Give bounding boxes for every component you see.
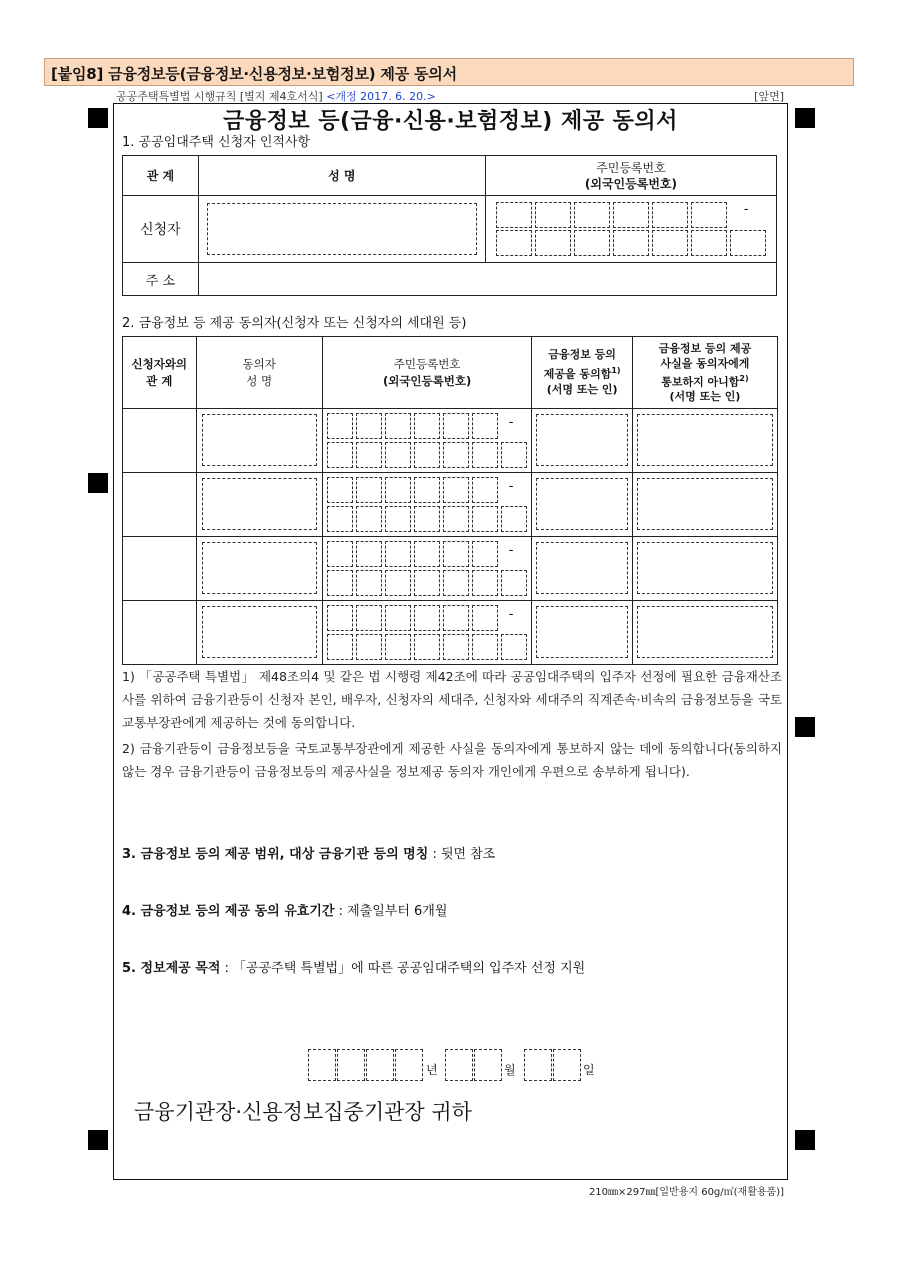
- section3-label: 3. 금융정보 등의 제공 범위, 대상 금융기관 등의 명칭: [122, 847, 429, 862]
- law-reference: 공공주택특별법 시행규칙 [별지 제4호서식]: [116, 90, 323, 103]
- registration-mark: [88, 473, 108, 493]
- id-digit-box[interactable]: [356, 477, 382, 503]
- id-digit-box[interactable]: [730, 230, 766, 256]
- id-digit-box[interactable]: [613, 230, 649, 256]
- id-digit-box[interactable]: [443, 477, 469, 503]
- year-digit-box[interactable]: [395, 1049, 423, 1081]
- section5-label: 5. 정보제공 목적: [122, 961, 221, 976]
- id-digit-box[interactable]: [356, 541, 382, 567]
- id-digit-box[interactable]: [385, 605, 411, 631]
- consent-signature-field[interactable]: [536, 542, 628, 594]
- attachment-title: [붙임8] 금융정보등(금융정보·신용정보·보험정보) 제공 동의서: [51, 65, 457, 83]
- id-digit-box[interactable]: [414, 605, 440, 631]
- footnote-1: 1) 「공공주택 특별법」 제48조의4 및 같은 법 시행령 제42조에 따라 공공임대주택의 입주자 선정에 필요한 금융재산조사를 위하여 금융기관등이 신청자 본인, 배우자, 신청자의 세대주, 신청자와 세대주의 직계존속·비속의 금융정보등을 국토교통부장관에게 제공하는 것에 동의합니다.: [122, 669, 782, 730]
- id-digit-box[interactable]: [472, 541, 498, 567]
- id-digit-box[interactable]: [443, 506, 469, 532]
- id-digit-box[interactable]: [443, 570, 469, 596]
- no-notice-signature-field[interactable]: [637, 542, 773, 594]
- year-digit-box[interactable]: [366, 1049, 394, 1081]
- consenter-row: [123, 601, 778, 665]
- no-notice-signature-field[interactable]: [637, 414, 773, 466]
- id-digit-box[interactable]: [472, 570, 498, 596]
- id-digit-box[interactable]: [443, 413, 469, 439]
- section4: [122, 900, 447, 919]
- col-notify-line1: 금융정보 등의 제공: [658, 341, 752, 355]
- id-digit-box[interactable]: [414, 506, 440, 532]
- col-id-sub: (외국인등록번호): [382, 373, 472, 388]
- id-digit-box[interactable]: [472, 442, 498, 468]
- row-applicant-label: 신청자: [140, 222, 181, 238]
- id-digit-box[interactable]: [472, 413, 498, 439]
- id-digit-box[interactable]: [443, 634, 469, 660]
- col-id: 주민등록번호: [393, 356, 461, 371]
- id-digit-box[interactable]: [535, 230, 571, 256]
- id-digit-box[interactable]: [356, 442, 382, 468]
- id-digit-box[interactable]: [385, 570, 411, 596]
- id-dash: -: [508, 415, 514, 430]
- section3-value: : 뒷면 참조: [432, 847, 496, 862]
- no-notice-signature-field[interactable]: [637, 478, 773, 530]
- footnote-ref-1: 1): [611, 365, 621, 375]
- consenter-row: [123, 409, 778, 473]
- id-digit-box[interactable]: [414, 413, 440, 439]
- id-digit-box[interactable]: [385, 541, 411, 567]
- consenter-table: [122, 336, 778, 665]
- section5: [122, 957, 585, 976]
- id-dash: -: [508, 543, 514, 558]
- row-address-label: 주 소: [145, 273, 176, 289]
- month-digit-box[interactable]: [474, 1049, 502, 1081]
- relation-field[interactable]: [123, 537, 197, 601]
- col-consent-line1: 금융정보 등의: [548, 347, 616, 361]
- id-digit-box[interactable]: [501, 506, 527, 532]
- id-digit-box[interactable]: [652, 202, 688, 228]
- registration-mark: [795, 717, 815, 737]
- id-digit-box[interactable]: [472, 477, 498, 503]
- id-digit-box[interactable]: [356, 506, 382, 532]
- month-digit-box[interactable]: [445, 1049, 473, 1081]
- col-notify-line2: 사실을 동의자에게: [660, 356, 750, 370]
- id-digit-box[interactable]: [414, 570, 440, 596]
- id-digit-box[interactable]: [501, 634, 527, 660]
- col-relation: 관 계: [146, 169, 175, 183]
- col-notify-line3: 통보하지 아니함: [661, 375, 740, 389]
- col-relation-line1: 신청자와의: [131, 356, 188, 371]
- no-notice-signature-field[interactable]: [637, 606, 773, 658]
- section3: [122, 843, 495, 862]
- paper-spec: 210㎜×297㎜[일반용지 60g/㎡(재활용품)]: [588, 1187, 784, 1198]
- relation-field[interactable]: [123, 409, 197, 473]
- col-id-sub: (외국인등록번호): [584, 176, 677, 191]
- id-digit-box[interactable]: [356, 605, 382, 631]
- id-digit-box[interactable]: [327, 477, 353, 503]
- id-digit-box[interactable]: [472, 634, 498, 660]
- year-digit-box[interactable]: [337, 1049, 365, 1081]
- consenter-id-field[interactable]: [323, 409, 532, 472]
- id-digit-box[interactable]: [652, 230, 688, 256]
- id-digit-box[interactable]: [414, 541, 440, 567]
- consenter-name-field[interactable]: [202, 606, 317, 658]
- id-digit-box[interactable]: [385, 506, 411, 532]
- consenter-name-field[interactable]: [202, 414, 317, 466]
- col-name: 성 명: [328, 169, 356, 183]
- consenter-row: [123, 473, 778, 537]
- id-digit-box[interactable]: [414, 634, 440, 660]
- month-label: 월: [504, 1063, 516, 1077]
- col-notify-line4: (서명 또는 인): [669, 390, 741, 404]
- section4-label: 4. 금융정보 등의 제공 동의 유효기간: [122, 904, 335, 919]
- applicant-id-field[interactable]: [486, 196, 776, 262]
- id-digit-box[interactable]: [385, 413, 411, 439]
- id-digit-box[interactable]: [327, 541, 353, 567]
- id-digit-box[interactable]: [414, 477, 440, 503]
- id-dash: -: [508, 479, 514, 494]
- footnote-ref-2: 2): [739, 373, 749, 383]
- day-label: 일: [583, 1063, 595, 1077]
- day-digit-box[interactable]: [553, 1049, 581, 1081]
- id-digit-box[interactable]: [385, 477, 411, 503]
- id-digit-box[interactable]: [385, 634, 411, 660]
- id-digit-box[interactable]: [443, 541, 469, 567]
- col-relation-line2: 관 계: [146, 373, 173, 388]
- form-title: 금융정보 등(금융·신용·보험정보) 제공 동의서: [223, 109, 678, 134]
- col-id: 주민등록번호: [596, 160, 666, 175]
- id-digit-box[interactable]: [327, 570, 353, 596]
- consent-signature-field[interactable]: [536, 478, 628, 530]
- relation-field[interactable]: [123, 473, 197, 537]
- section1-heading: 1. 공공임대주택 신청자 인적사항: [122, 135, 311, 150]
- id-digit-box[interactable]: [327, 506, 353, 532]
- applicant-name-field[interactable]: [207, 203, 477, 255]
- id-digit-box[interactable]: [327, 442, 353, 468]
- id-digit-box[interactable]: [574, 202, 610, 228]
- consenter-name-field[interactable]: [202, 478, 317, 530]
- id-digit-box[interactable]: [385, 442, 411, 468]
- id-digit-box[interactable]: [501, 570, 527, 596]
- id-digit-box[interactable]: [356, 570, 382, 596]
- col-consent-line2: 제공을 동의함: [543, 367, 612, 381]
- id-digit-box[interactable]: [356, 413, 382, 439]
- revision-date: <개정 2017. 6. 20.>: [326, 90, 436, 103]
- consenter-id-field[interactable]: [323, 601, 532, 664]
- id-digit-box[interactable]: [496, 202, 532, 228]
- id-digit-box[interactable]: [496, 230, 532, 256]
- id-digit-box[interactable]: [613, 202, 649, 228]
- id-digit-box[interactable]: [472, 605, 498, 631]
- section2-heading: 2. 금융정보 등 제공 동의자(신청자 또는 신청자의 세대원 등): [122, 316, 467, 331]
- id-digit-box[interactable]: [414, 442, 440, 468]
- year-label: 년: [426, 1063, 438, 1077]
- consenter-id-field[interactable]: [323, 473, 532, 536]
- attachment-header: [44, 58, 854, 86]
- id-digit-box[interactable]: [535, 202, 571, 228]
- col-name-line2: 성 명: [246, 373, 273, 388]
- registration-mark: [795, 1130, 815, 1150]
- consent-signature-field[interactable]: [536, 606, 628, 658]
- addressee: 금융기관장·신용정보집중기관장 귀하: [134, 1100, 472, 1124]
- id-digit-box[interactable]: [574, 230, 610, 256]
- relation-field[interactable]: [123, 601, 197, 665]
- id-digit-box[interactable]: [327, 634, 353, 660]
- id-dash: -: [743, 202, 749, 217]
- page-side-label: [앞면]: [754, 90, 784, 103]
- id-digit-box[interactable]: [472, 506, 498, 532]
- registration-mark: [88, 108, 108, 128]
- id-digit-box[interactable]: [327, 413, 353, 439]
- form-reference-line: [116, 88, 788, 104]
- address-field[interactable]: [199, 263, 776, 295]
- id-dash: -: [508, 607, 514, 622]
- id-digit-box[interactable]: [691, 230, 727, 256]
- footnote-2: 2) 금융기관등이 금융정보등을 국토교통부장관에게 제공한 사실을 동의자에게 통보하지 않는 데에 동의합니다(동의하지 않는 경우 금융기관등이 금융정보등의 제공사실을 정보제공 동의자 개인에게 우편으로 송부하게 됩니다).: [122, 741, 782, 779]
- year-digit-box[interactable]: [308, 1049, 336, 1081]
- applicant-table: [122, 155, 777, 296]
- registration-mark: [88, 1130, 108, 1150]
- section5-value: : 「공공주택 특별법」에 따른 공공임대주택의 입주자 선정 지원: [224, 961, 586, 976]
- day-digit-box[interactable]: [524, 1049, 552, 1081]
- id-digit-box[interactable]: [691, 202, 727, 228]
- id-digit-box[interactable]: [443, 605, 469, 631]
- id-digit-box[interactable]: [327, 605, 353, 631]
- consent-signature-field[interactable]: [536, 414, 628, 466]
- registration-mark: [795, 108, 815, 128]
- col-name-line1: 동의자: [242, 356, 276, 371]
- id-digit-box[interactable]: [443, 442, 469, 468]
- consenter-id-field[interactable]: [323, 537, 532, 600]
- id-digit-box[interactable]: [356, 634, 382, 660]
- col-consent-line3: (서명 또는 인): [546, 383, 618, 397]
- id-digit-box[interactable]: [501, 442, 527, 468]
- consenter-name-field[interactable]: [202, 542, 317, 594]
- consenter-row: [123, 537, 778, 601]
- section4-value: : 제출일부터 6개월: [338, 904, 448, 919]
